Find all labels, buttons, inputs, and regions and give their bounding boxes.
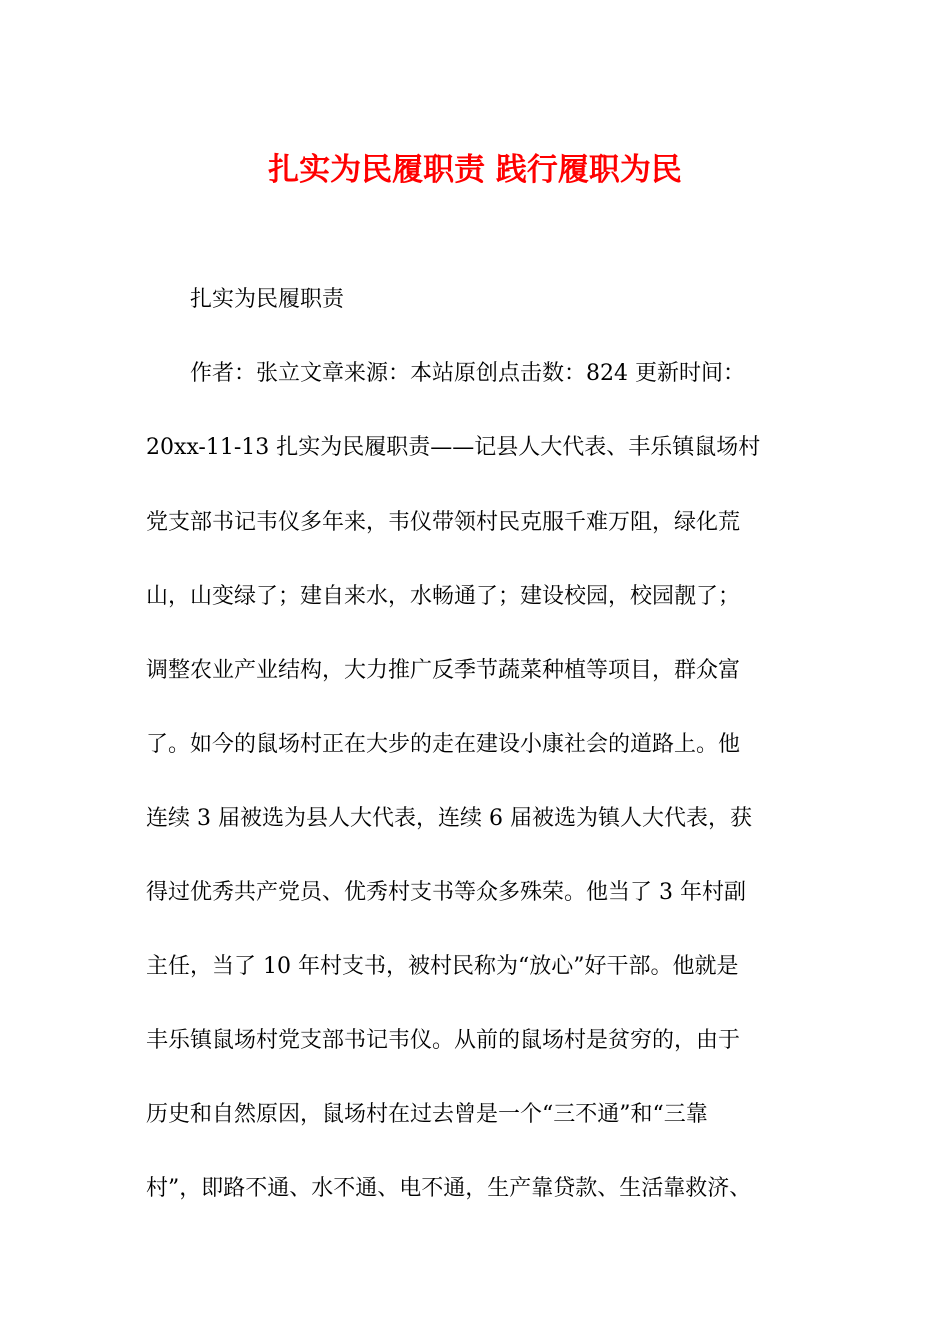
paragraph-line: 丰乐镇鼠场村党支部书记韦仪。从前的鼠场村是贫穷的，由于 xyxy=(146,1028,741,1053)
paragraph-line: 村”，即路不通、水不通、电不通，生产靠贷款、生活靠救济、 xyxy=(146,1176,752,1201)
byline: 作者：张立文章来源：本站原创点击数：824 更新时间： xyxy=(190,361,745,386)
paragraph-line: 调整农业产业结构，大力推广反季节蔬菜种植等项目，群众富 xyxy=(146,658,741,683)
paragraph-line: 了。如今的鼠场村正在大步的走在建设小康社会的道路上。他 xyxy=(146,732,741,757)
paragraph-line: 20xx-11-13 扎实为民履职责——记县人大代表、丰乐镇鼠场村 xyxy=(146,435,761,460)
paragraph-line: 历史和自然原因，鼠场村在过去曾是一个“三不通”和“三靠 xyxy=(146,1102,708,1127)
paragraph-line: 山，山变绿了；建自来水，水畅通了；建设校园，校园靓了； xyxy=(146,584,741,609)
document-title: 扎实为民履职责 践行履职为民 xyxy=(268,152,682,188)
paragraph-line: 连续 3 届被选为县人大代表，连续 6 届被选为镇人大代表，获 xyxy=(146,806,752,831)
paragraph-line: 党支部书记韦仪多年来，韦仪带领村民克服千难万阻，绿化荒 xyxy=(146,510,741,535)
subheading: 扎实为民履职责 xyxy=(190,287,345,312)
paragraph-line: 主任，当了 10 年村支书，被村民称为“放心”好干部。他就是 xyxy=(146,954,739,979)
paragraph-line: 得过优秀共产党员、优秀村支书等众多殊荣。他当了 3 年村副 xyxy=(146,880,746,905)
